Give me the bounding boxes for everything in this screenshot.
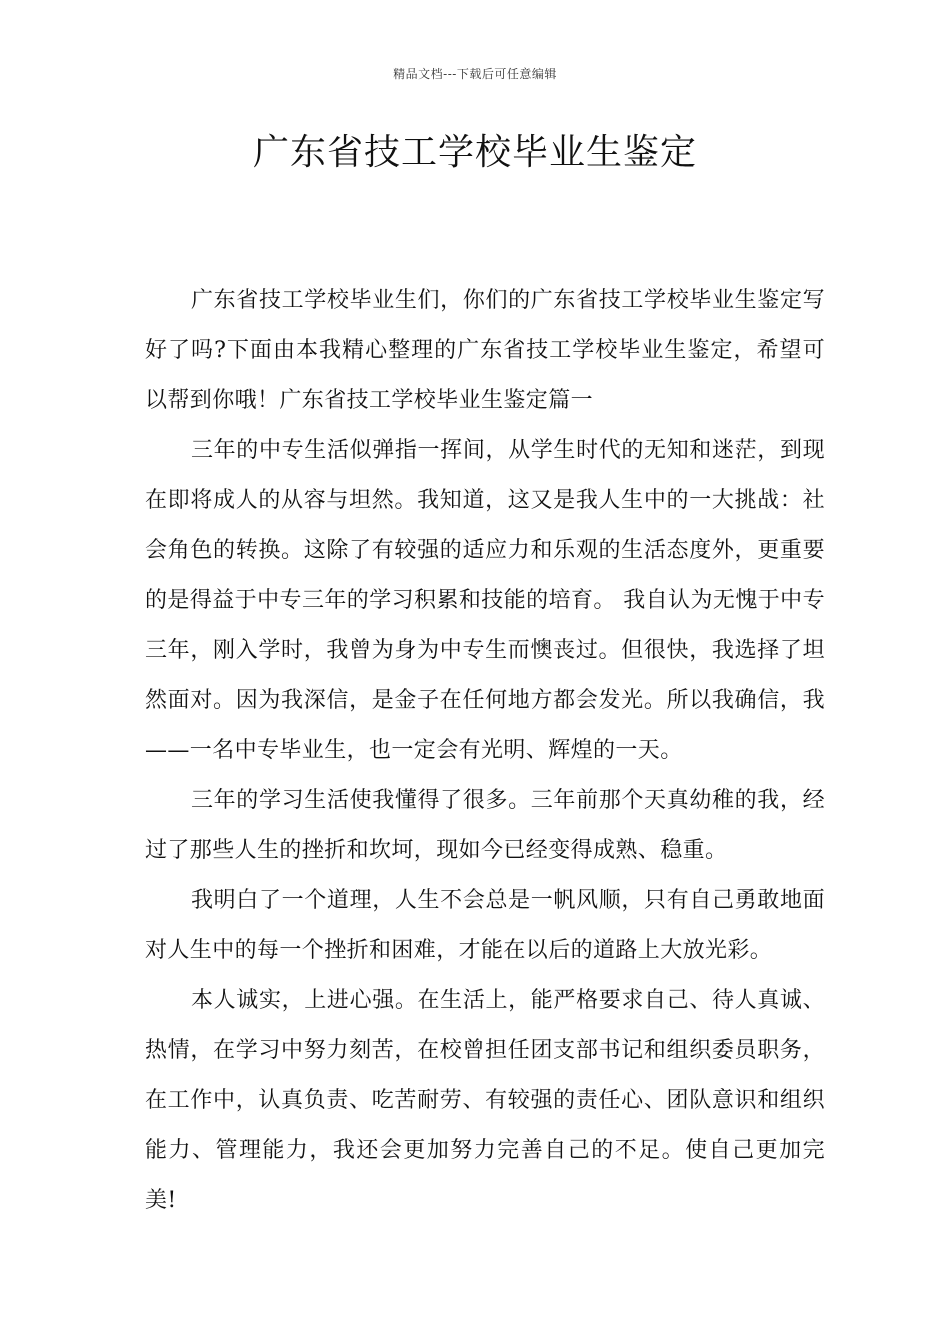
- paragraph-self-assessment: 本人诚实，上进心强。在生活上，能严格要求自己、待人真诚、热情，在学习中努力刻苦，在校曾担任团支部书记和组织委员职务，在工作中，认真负责、吃苦耐劳、有较强的责任心、团队意识和组织能力、管理能力，我还会更加努力完善自己的不足。使自己更加完美!: [145, 988, 825, 1213]
- document-body: [145, 276, 825, 1226]
- paragraph-school-life: 三年的中专生活似弹指一挥间，从学生时代的无知和迷茫，到现在即将成人的从容与坦然。我知道，这又是我人生中的一大挑战：社会角色的转换。这除了有较强的适应力和乐观的生活态度外，更重要的是得益于中专三年的学习积累和技能的培育。 我自认为无愧于中专三年，刚入学时，我曾为身为中专生而懊丧过。但很快，我选择了坦然面对。因为我深信，是金子在任何地方都会发光。所以我确信，我——一名中专毕业生，也一定会有光明、辉煌的一天。: [145, 438, 825, 763]
- page-header-watermark: 精品文档---下载后可任意编辑: [393, 67, 557, 81]
- paragraph-lesson: 我明白了一个道理，人生不会总是一帆风顺，只有自己勇敢地面对人生中的每一个挫折和困难，才能在以后的道路上大放光彩。: [145, 888, 825, 963]
- paragraph-intro: 广东省技工学校毕业生们，你们的广东省技工学校毕业生鉴定写好了吗?下面由本我精心整理的广东省技工学校毕业生鉴定，希望可以帮到你哦！广东省技工学校毕业生鉴定篇一: [145, 288, 825, 413]
- paragraph-learning: 三年的学习生活使我懂得了很多。三年前那个天真幼稚的我，经过了那些人生的挫折和坎坷，现如今已经变得成熟、稳重。: [145, 788, 825, 863]
- document-title: 广东省技工学校毕业生鉴定: [252, 132, 697, 173]
